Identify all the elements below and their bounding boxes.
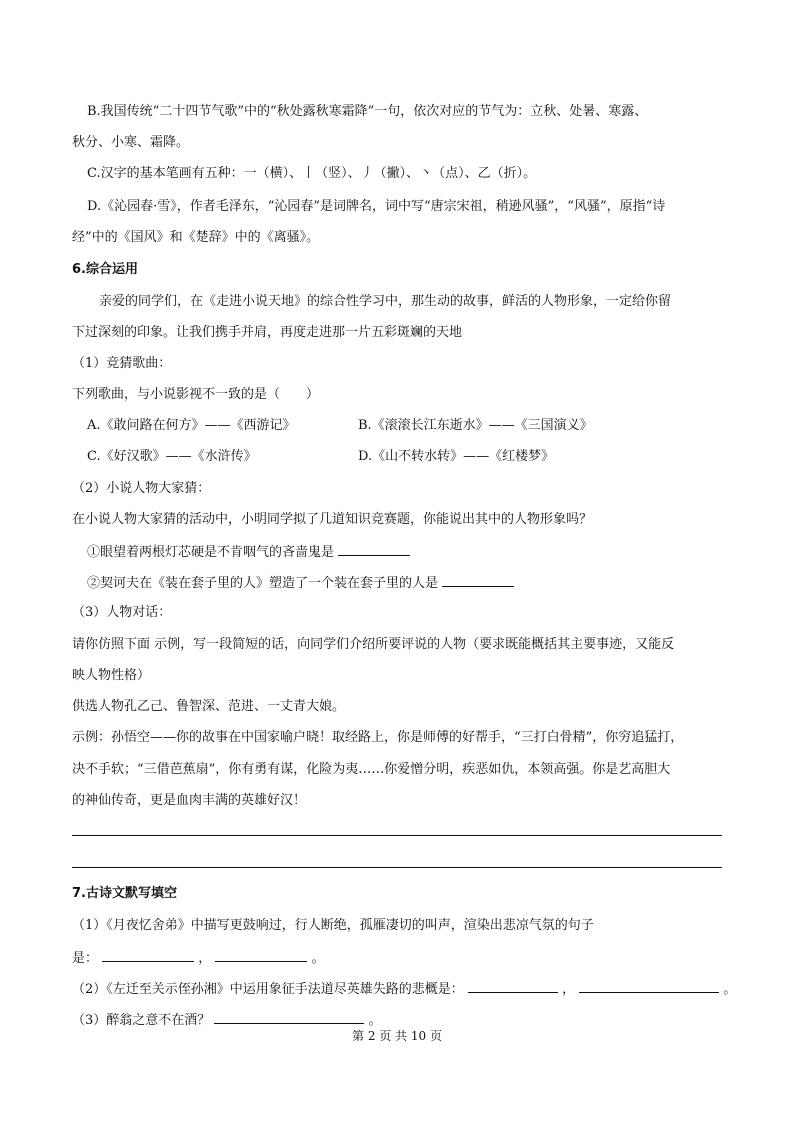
answer-blank[interactable] — [442, 573, 514, 587]
q7-part1-prefix: 是： — [72, 951, 99, 966]
q6-part3-title: （3）人物对话： — [72, 605, 172, 620]
comma: ， — [562, 982, 576, 997]
q6-intro-line2: 下过深刻的印象。让我们携手并肩，再度走进那一片五彩斑斓的天地 — [72, 325, 463, 340]
q6-intro-line1: 亲爱的同学们，在《走进小说天地》的综合性学习中，那生动的故事，鲜活的人物形象，一定给你留 — [99, 294, 672, 309]
q6-part3-prompt-line1: 请你仿照下面 示例，写一段简短的话，向同学们介绍所要评说的人物（要求既能概括其主要事迹，又能反 — [72, 637, 675, 652]
answer-line[interactable] — [72, 867, 722, 868]
q5-option-b-line1: B.我国传统“二十四节气歌”中的“秋处露秋寒霜降”一句，依次对应的节气为：立秋、处暑、寒露、 — [87, 104, 648, 119]
q6-option-c: C.《好汉歌》——《水浒传》 — [87, 449, 257, 464]
q6-option-b: B.《滚滚长江东逝水》——《三国演义》 — [358, 418, 593, 433]
q6-part2-item2-text: ②契诃夫在《装在套子里的人》塑造了一个装在套子里的人是 — [87, 576, 439, 591]
q6-part1-prompt: 下列歌曲，与小说影视不一致的是（ ） — [72, 387, 320, 402]
q5-option-d-line1: D.《沁园春·雪》，作者毛泽东，“沁园春”是词牌名，词中写“唐宗宋祖，稍逊风骚”，“风骚”，原指“诗 — [87, 199, 666, 214]
q5-option-d-line2: 经”中的《国风》和《楚辞》中的《离骚》。 — [72, 230, 320, 245]
answer-blank[interactable] — [215, 948, 307, 962]
q6-part2-title: （2）小说人物大家猜： — [72, 481, 211, 496]
q6-part3-candidates: 供选人物孔乙己、鲁智深、范进、一丈青大娘。 — [72, 699, 346, 714]
q7-part1-line1: （1）《月夜忆舍弟》中描写更鼓响过，行人断绝，孤雁凄切的叫声，渲染出悲凉气氛的句子 — [72, 918, 594, 933]
q6-part3-example-line3: 的神仙传奇，更是血肉丰满的英雄好汉！ — [72, 793, 307, 808]
q6-option-d: D.《山不转水转》——《红楼梦》 — [358, 449, 555, 464]
answer-blank[interactable] — [468, 979, 558, 993]
q6-option-a: A.《敢问路在何方》——《西游记》 — [87, 418, 296, 433]
page-footer: 第 2 页 共 10 页 — [352, 1029, 442, 1043]
q6-part2-item1 — [87, 542, 410, 562]
q6-part2-item2 — [87, 573, 514, 593]
period: 。 — [723, 982, 737, 997]
q6-heading: 6.综合运用 — [72, 262, 138, 277]
period: 。 — [311, 951, 325, 966]
comma: ， — [198, 951, 212, 966]
answer-line[interactable] — [72, 835, 722, 836]
q7-part2-text: （2）《左迁至关示侄孙湘》中运用象征手法道尽英雄失路的悲概是： — [72, 982, 464, 997]
q5-option-b-line2: 秋分、小寒、霜降。 — [72, 135, 190, 150]
answer-blank[interactable] — [579, 979, 719, 993]
answer-blank[interactable] — [102, 948, 194, 962]
answer-blank[interactable] — [214, 1010, 364, 1024]
answer-blank[interactable] — [338, 542, 410, 556]
q6-part3-example-line1: 示例：孙悟空——你的故事在中国家喻户晓！取经路上，你是师傅的好帮手，“三打白骨精”，你穷追猛打， — [72, 730, 684, 745]
q6-part3-prompt-line2: 映人物性格） — [72, 668, 151, 683]
q5-option-c: C.汉字的基本笔画有五种：一（横）、丨（竖）、丿（撇）、丶（点）、乙（折）。 — [87, 166, 537, 181]
q6-part2-item1-text: ①眼望着两根灯芯硬是不肯咽气的吝啬鬼是 — [87, 545, 335, 560]
period: 。 — [368, 1013, 382, 1028]
q6-part2-prompt: 在小说人物大家猜的活动中，小明同学拟了几道知识竞赛题，你能说出其中的人物形象吗？ — [72, 512, 593, 527]
q6-part3-example-line2: 决不手软；“三借芭蕉扇”，你有勇有谋，化险为夷……你爱憎分明，疾恶如仇，本领高强。你是艺高胆大 — [72, 762, 671, 777]
q7-part1-line2 — [72, 948, 325, 968]
q7-part2 — [72, 979, 736, 999]
q7-heading: 7.古诗文默写填空 — [72, 886, 177, 901]
q6-part1-title: （1）竞猜歌曲： — [72, 356, 172, 371]
q7-part3-text: （3）醉翁之意不在酒？ — [72, 1013, 211, 1028]
